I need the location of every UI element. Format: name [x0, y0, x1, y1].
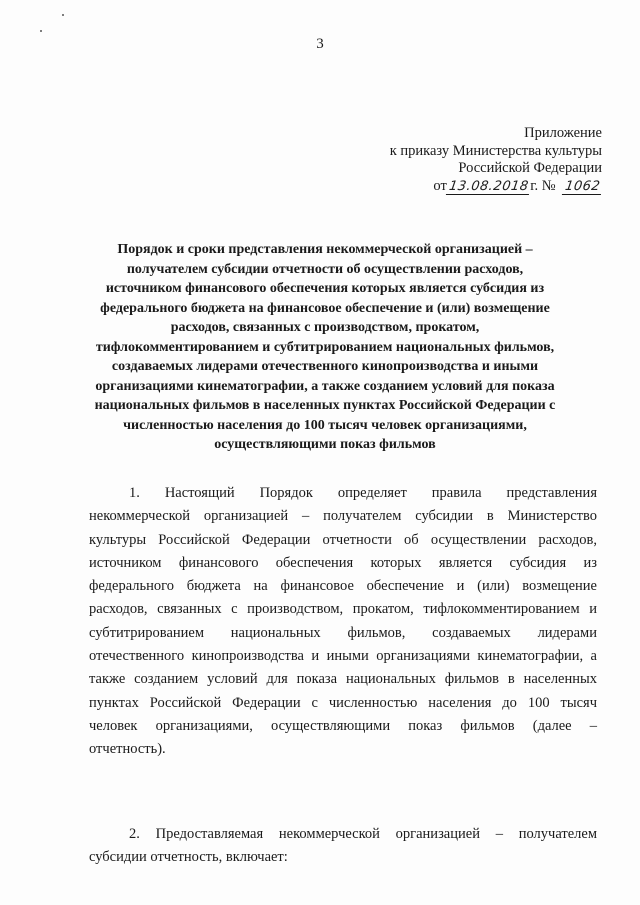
paragraph-line: отчетность).: [89, 741, 166, 758]
appendix-header: [342, 125, 602, 195]
paragraph-line: культуры Российской Федерации отчетности об осуществлении расходов,: [89, 531, 597, 548]
paragraph-line: расходов, связанных с производством, прокатом, тифлокомментированием и: [89, 601, 597, 618]
date-prefix: от: [433, 177, 447, 194]
paragraph-line: субсидии отчетность, включает:: [89, 849, 288, 865]
title-line: осуществляющими показ фильмов: [214, 437, 436, 452]
title-line: создаваемых лидерами отечественного кинопроизводства и иными: [111, 359, 539, 374]
title-line: национальных фильмов в населенных пунктах Российской Федерации с: [94, 398, 556, 413]
page-number: 3: [316, 36, 324, 52]
title-line: федерального бюджета на финансовое обеспечение и (или) возмещение: [100, 300, 550, 316]
paragraph-line: федерального бюджета на финансовое обеспечение и (или) возмещение: [89, 578, 597, 595]
title-line: организациями кинематографии, а также созданием условий для показа: [95, 378, 555, 394]
paragraph-line: источником финансового обеспечения которых является субсидия из: [89, 554, 597, 571]
document-title: [90, 240, 560, 455]
title-line: расходов, связанных с производством, прокатом,: [170, 320, 480, 335]
paragraph-2: [89, 823, 597, 869]
scan-speck: [62, 14, 64, 16]
appendix-title: Приложение: [524, 125, 602, 141]
appendix-order-reference: к приказу Министерства культуры: [389, 142, 602, 159]
appendix-country: Российской Федерации: [458, 160, 602, 176]
paragraph-line: человек организациями, осуществляющими показ фильмов (далее –: [89, 717, 597, 734]
handwritten-order-number: 1062: [562, 179, 603, 195]
scan-speck: [40, 30, 42, 32]
paragraph-line: субтитрированием национальных фильмов, создаваемых лидерами: [89, 624, 597, 641]
title-line: Порядок и сроки представления некоммерческой организацией –: [117, 242, 533, 257]
paragraph-line: некоммерческой организацией – получателем субсидии в Министерство: [89, 508, 597, 525]
title-line: источником финансового обеспечения которых является субсидия из: [105, 281, 545, 296]
date-suffix: г. №: [530, 177, 556, 194]
title-line: получателем субсидии отчетности об осуществлении расходов,: [126, 261, 524, 277]
paragraph-line: 1. Настоящий Порядок определяет правила представления: [129, 485, 597, 501]
title-line: численностью населения до 100 тысяч человек организациями,: [123, 417, 527, 433]
paragraph-line: пунктах Российской Федерации с численностью населения до 100 тысяч: [89, 694, 597, 711]
appendix-date-line: [342, 178, 602, 196]
paragraph-line: отечественного кинопроизводства и иными организациями кинематографии, а: [89, 648, 597, 665]
paragraph-line: 2. Предоставляемая некоммерческой организацией – получателем: [129, 826, 597, 842]
paragraph-1: [89, 482, 597, 762]
paragraph-line: также созданием условий для показа национальных фильмов в населенных: [89, 671, 597, 688]
title-line: тифлокомментированием и субтитрированием национальных фильмов,: [95, 339, 555, 355]
handwritten-date: 13.08.2018: [446, 179, 532, 195]
